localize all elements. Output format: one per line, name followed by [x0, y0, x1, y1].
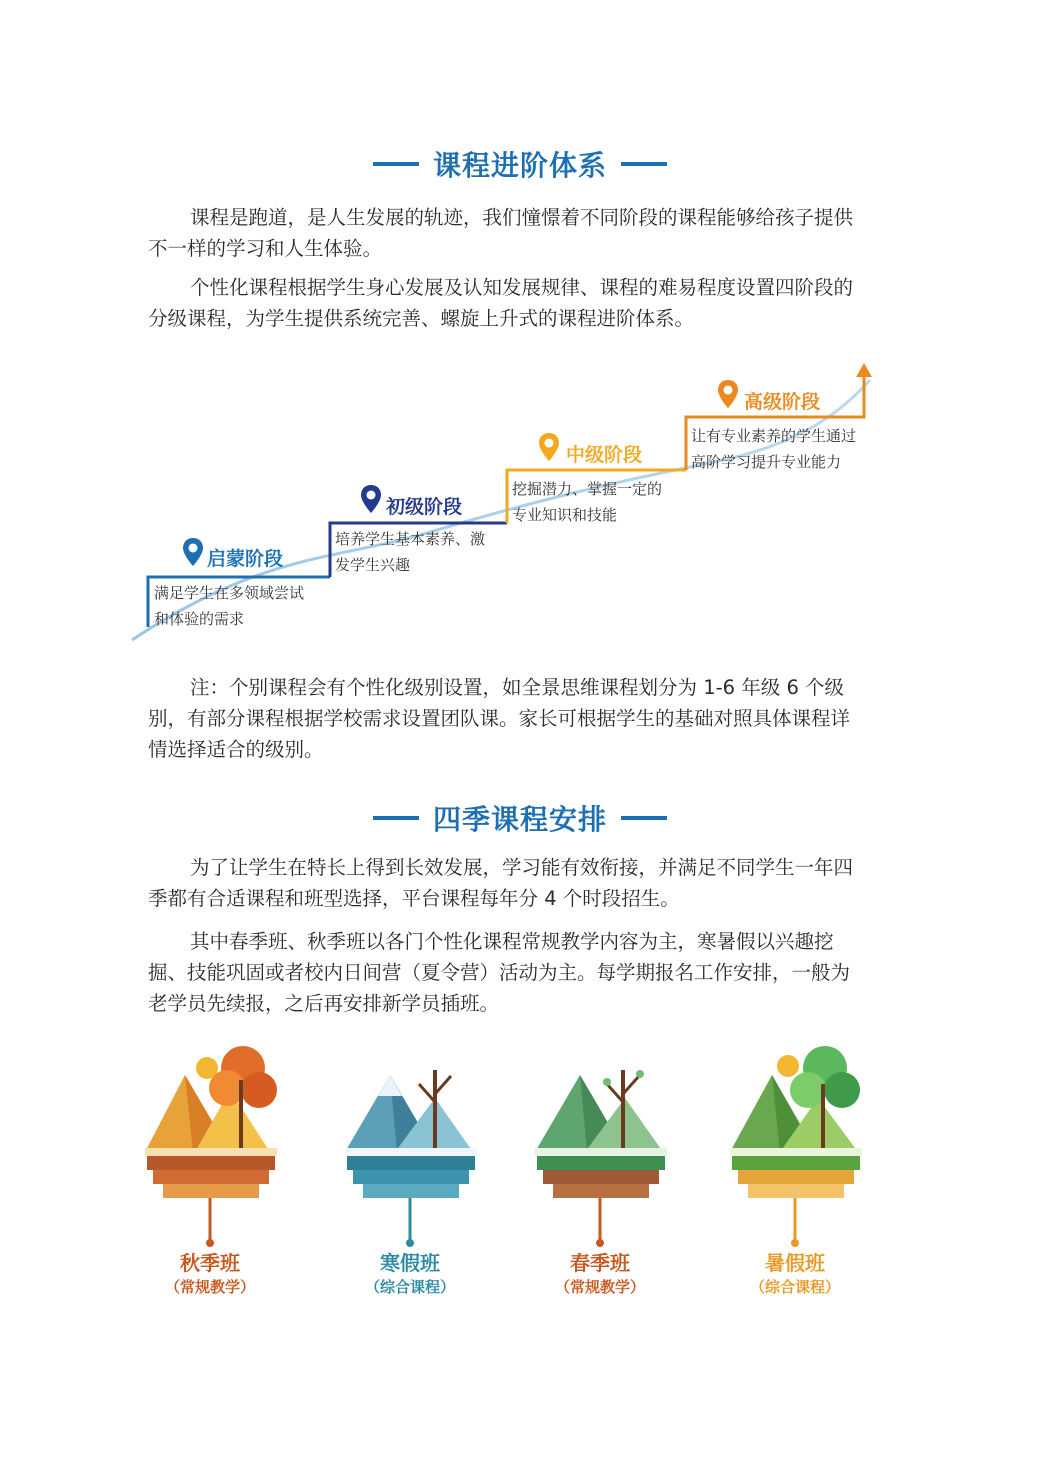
season-name-winter: 寒假班: [380, 1251, 440, 1275]
note-paragraph: 注：个别课程会有个性化级别设置，如全景思维课程划分为 1-6 年级 6 个级别，有部分课程根据学校需求设置团队课。家长可根据学生的基础对照具体课程详情选择适合的级别。: [148, 676, 851, 761]
location-pin-icon: [538, 432, 560, 462]
stage-desc-line: 挖掘潜力、掌握一定的: [512, 480, 663, 498]
stage-desc-line: 和体验的需求: [154, 610, 245, 628]
location-pin-icon: [717, 379, 739, 409]
seasons-paragraph-1: 为了让学生在特长上得到长效发展，学习能有效衔接，并满足不同学生一年四季都有合适课程和班型选择，平台课程每年分 4 个时段招生。: [148, 856, 854, 910]
winter-landscape-illustration: [335, 1040, 485, 1250]
arrow-head-icon: [856, 363, 872, 377]
stage-title-beginner: 初级阶段: [386, 496, 463, 518]
season-sub-summer: （综合课程）: [749, 1278, 840, 1296]
season-name-autumn: 秋季班: [180, 1251, 240, 1275]
stage-title-intermediate: 中级阶段: [566, 444, 643, 466]
stage-title-enlightenment: 启蒙阶段: [207, 548, 284, 570]
spring-landscape-illustration: [525, 1040, 675, 1250]
heading-rule-right: [621, 162, 667, 166]
seasons-paragraph-2: 其中春季班、秋季班以各门个性化课程常规教学内容为主，寒暑假以兴趣挖掘、技能巩固或者校内日间营（夏令营）活动为主。每学期报名工作安排，一般为老学员先续报，之后再安排新学员插班。: [148, 930, 851, 1015]
location-pin-icon: [182, 537, 204, 567]
summer-landscape-illustration: [720, 1040, 870, 1250]
stage-desc-intermediate: [512, 476, 662, 528]
section-heading-progression: [0, 144, 1040, 184]
heading-rule-left: [373, 162, 419, 166]
stage-desc-line: 专业知识和技能: [512, 506, 618, 524]
heading-rule-right: [621, 816, 667, 820]
season-sub-spring: （常规教学）: [554, 1278, 645, 1296]
stage-desc-enlightenment: [154, 580, 304, 632]
stage-desc-line: 培养学生基本素养、激: [335, 530, 486, 548]
stage-desc-line: 发学生兴趣: [335, 556, 411, 574]
intro-paragraph-2: 个性化课程根据学生身心发展及认知发展规律、课程的难易程度设置四阶段的分级课程，为学生提供系统完善、螺旋上升式的课程进阶体系。: [148, 276, 854, 330]
heading-rule-left: [373, 816, 419, 820]
season-sub-autumn: （常规教学）: [164, 1278, 255, 1296]
intro-paragraph-1: 课程是跑道，是人生发展的轨迹，我们憧憬着不同阶段的课程能够给孩子提供不一样的学习和人生体验。: [148, 206, 854, 260]
stage-desc-advanced: [691, 423, 856, 475]
stage-desc-line: 满足学生在多领域尝试: [154, 584, 305, 602]
section-heading-seasons: [0, 798, 1040, 838]
season-name-summer: 暑假班: [765, 1251, 825, 1275]
location-pin-icon: [360, 484, 382, 514]
stage-desc-line: 让有专业素养的学生通过: [691, 427, 857, 445]
stage-desc-beginner: [335, 526, 485, 578]
stage-title-advanced: 高级阶段: [744, 391, 821, 413]
season-sub-winter: （综合课程）: [364, 1278, 455, 1296]
stage-desc-line: 高阶学习提升专业能力: [691, 453, 842, 471]
autumn-landscape-illustration: [135, 1040, 285, 1250]
heading-text: 课程进阶体系: [432, 149, 607, 182]
season-name-spring: 春季班: [570, 1251, 630, 1275]
heading-text: 四季课程安排: [432, 803, 607, 836]
